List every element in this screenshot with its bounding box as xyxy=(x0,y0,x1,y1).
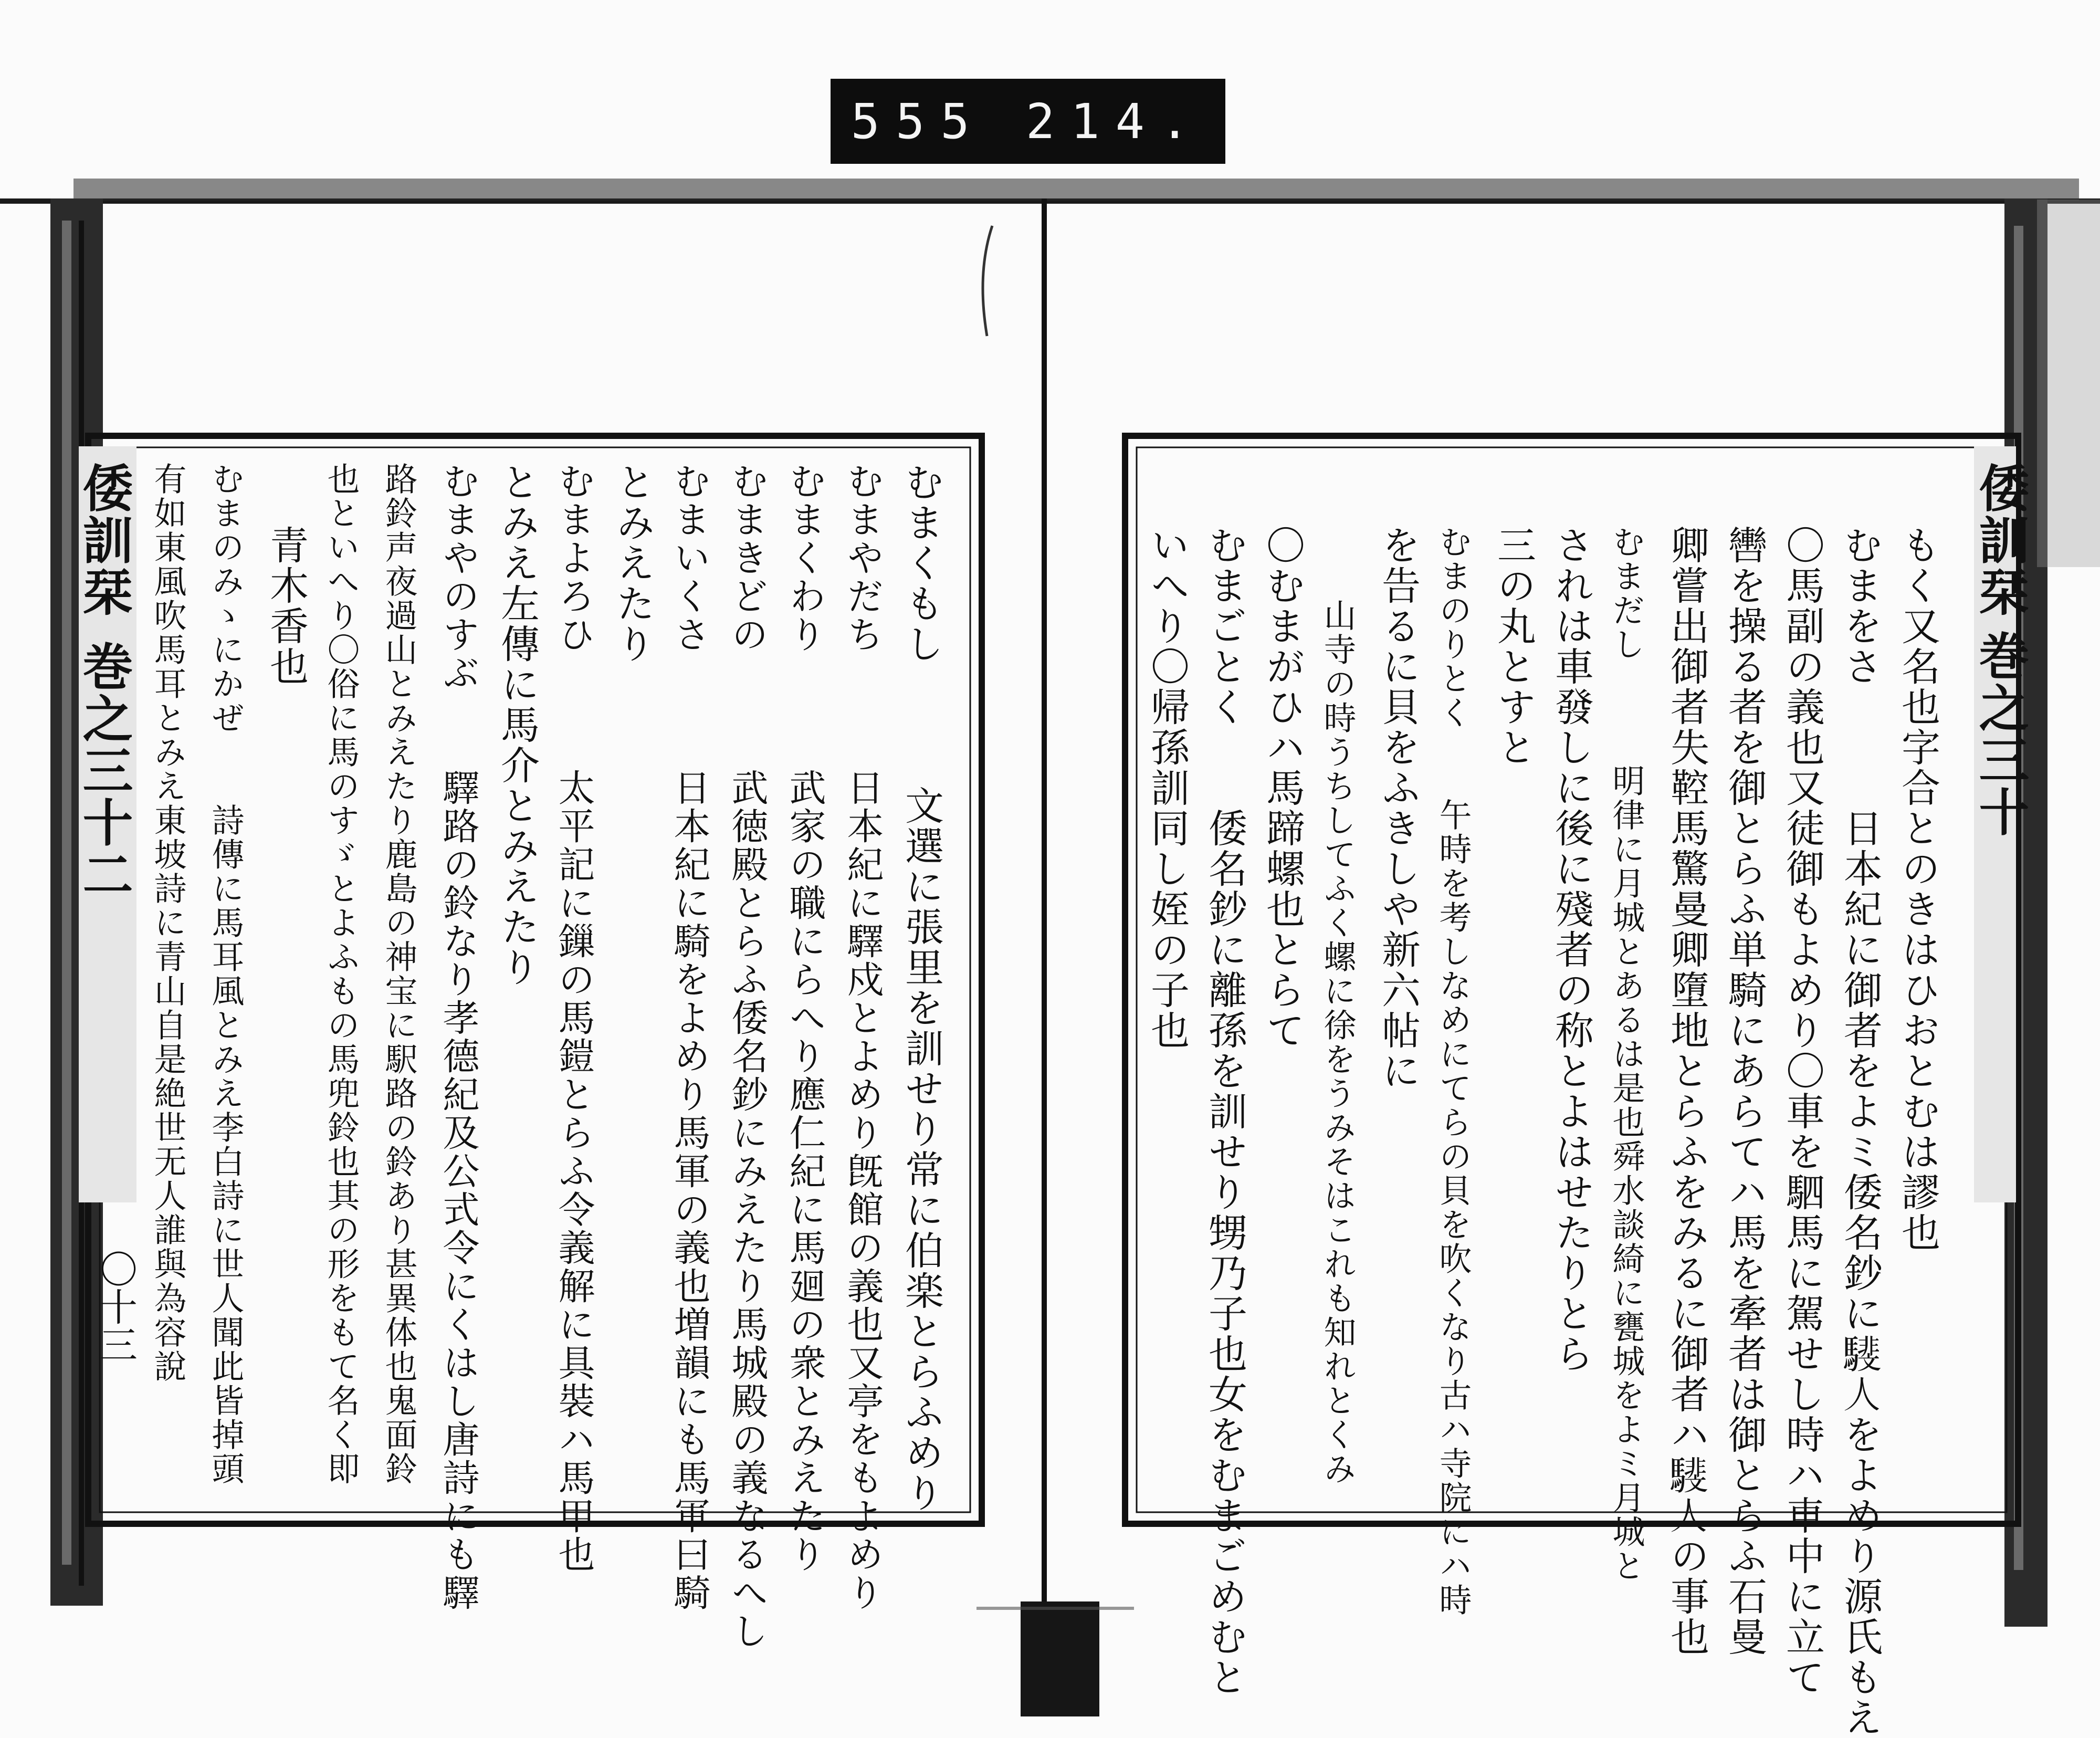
right-line-13: むまごとく 倭名鈔に離孫を訓せり甥乃子也女をむまごめむと xyxy=(1202,525,1247,1698)
right-line-11: 山寺の時うちしてふく螺に徐をうみそはこれも知れとくみ xyxy=(1318,599,1357,1486)
right-speckle-area xyxy=(2037,200,2100,567)
gutter-tab xyxy=(1021,1601,1099,1716)
left-line-2: むまやだち 日本紀に驛戍とよめり旣館の義也又亭をもよめり xyxy=(841,462,884,1612)
right-margin-title: 倭訓栞 xyxy=(1971,462,2030,618)
accession-label-right: 214. xyxy=(1025,93,1205,150)
left-line-14: 有如東風吹馬耳とみえ東坡詩に青山自是絶世无人誰與為容說 xyxy=(149,462,187,1384)
right-line-8: 三の丸とすと xyxy=(1491,525,1536,768)
left-line-12: 青木香也 xyxy=(264,525,309,687)
left-line-10: 路鈴声夜過山とみえたり鹿島の神宝に駅路の鈴あり甚異体也鬼面鈴 xyxy=(380,462,418,1486)
right-line-7: されは車發しに後に殘者の称とよはせたりとら xyxy=(1549,525,1594,1374)
right-line-14: いへり〇帰孫訓同し姪の子也 xyxy=(1144,525,1190,1051)
left-book-edge-highlight xyxy=(62,221,71,1565)
left-line-3: むまくわり 武家の職にらへり應仁紀に馬廻の衆とみえたり xyxy=(783,462,826,1574)
right-line-4: 轡を操る者を御とらふ単騎にあらてハ馬を牽者は御とらふ石曼 xyxy=(1722,525,1767,1657)
left-margin-title: 倭訓栞 xyxy=(75,462,134,618)
left-line-7: むまよろひ 太平記に鏁の馬鎧とらふ令義解に具裝ハ馬甲也 xyxy=(552,462,595,1574)
right-line-5: 卿嘗出御者失鞚馬驚曼卿墮地とらふをみるに御者ハ𩦎人の事也 xyxy=(1664,525,1709,1657)
right-margin-volume: 巻之三十 xyxy=(1971,630,2030,838)
left-line-11: 也といへり〇俗に馬のすゞとよふもの馬兜鈴也其の形をもて名く即 xyxy=(322,462,360,1486)
right-line-2: むまをさ 日本紀に御者をよミ倭名鈔に𩦎人をよめり源氏もえ xyxy=(1838,525,1883,1738)
left-line-4: むまきどの 武徳殿とらふ倭名鈔にみえたり馬城殿の義なるへし xyxy=(726,462,769,1650)
left-page-number: 〇十三 xyxy=(93,1250,138,1363)
right-line-1: もく又名也字合とのきはひおとむは謬也 xyxy=(1895,525,1940,1253)
accession-label-left: 555 xyxy=(850,93,985,150)
left-line-13: むまのみゝにかぜ 詩傳に馬耳風とみえ李白詩に世人聞此皆掉頭 xyxy=(206,462,245,1486)
accession-label xyxy=(831,79,1225,164)
left-line-1: むまくもし 文選に張里を訓せり常に伯楽とらふめり xyxy=(899,462,944,1513)
right-line-9: むまのりとく 午時を考しなめにてらの貝を吹くなり古ハ寺院にハ時 xyxy=(1434,525,1472,1617)
bottom-dots xyxy=(976,1607,1134,1610)
right-line-12: 〇むまがひハ馬蹄螺也とらて xyxy=(1260,525,1305,1051)
left-line-9: むまやのすぶ 驛路の鈴なり孝德紀及公式令にくはし唐詩にも驛 xyxy=(437,462,480,1612)
right-line-10: を告るに貝をふきしや新六帖に xyxy=(1376,525,1421,1091)
top-shadow-band xyxy=(74,179,2079,201)
right-line-3: 〇馬副の義也又徒御もよめり〇車を駟馬に駕せし時ハ車中に立て xyxy=(1780,525,1825,1698)
gutter-line xyxy=(1042,198,1047,1658)
left-line-8: とみえ左傳に馬介とみえたり xyxy=(495,462,540,988)
pen-stroke xyxy=(983,226,992,336)
right-line-6: むまだし 明律に月城とあるは是也舜水談綺に甕城をよミ月城と xyxy=(1607,525,1645,1583)
left-margin-volume: 巻之三十二 xyxy=(75,641,134,901)
left-line-5: むまいくさ 日本紀に騎をよめり馬軍の義也増韻にも馬軍曰騎 xyxy=(668,462,711,1612)
left-line-6: とみえたり xyxy=(610,462,655,664)
